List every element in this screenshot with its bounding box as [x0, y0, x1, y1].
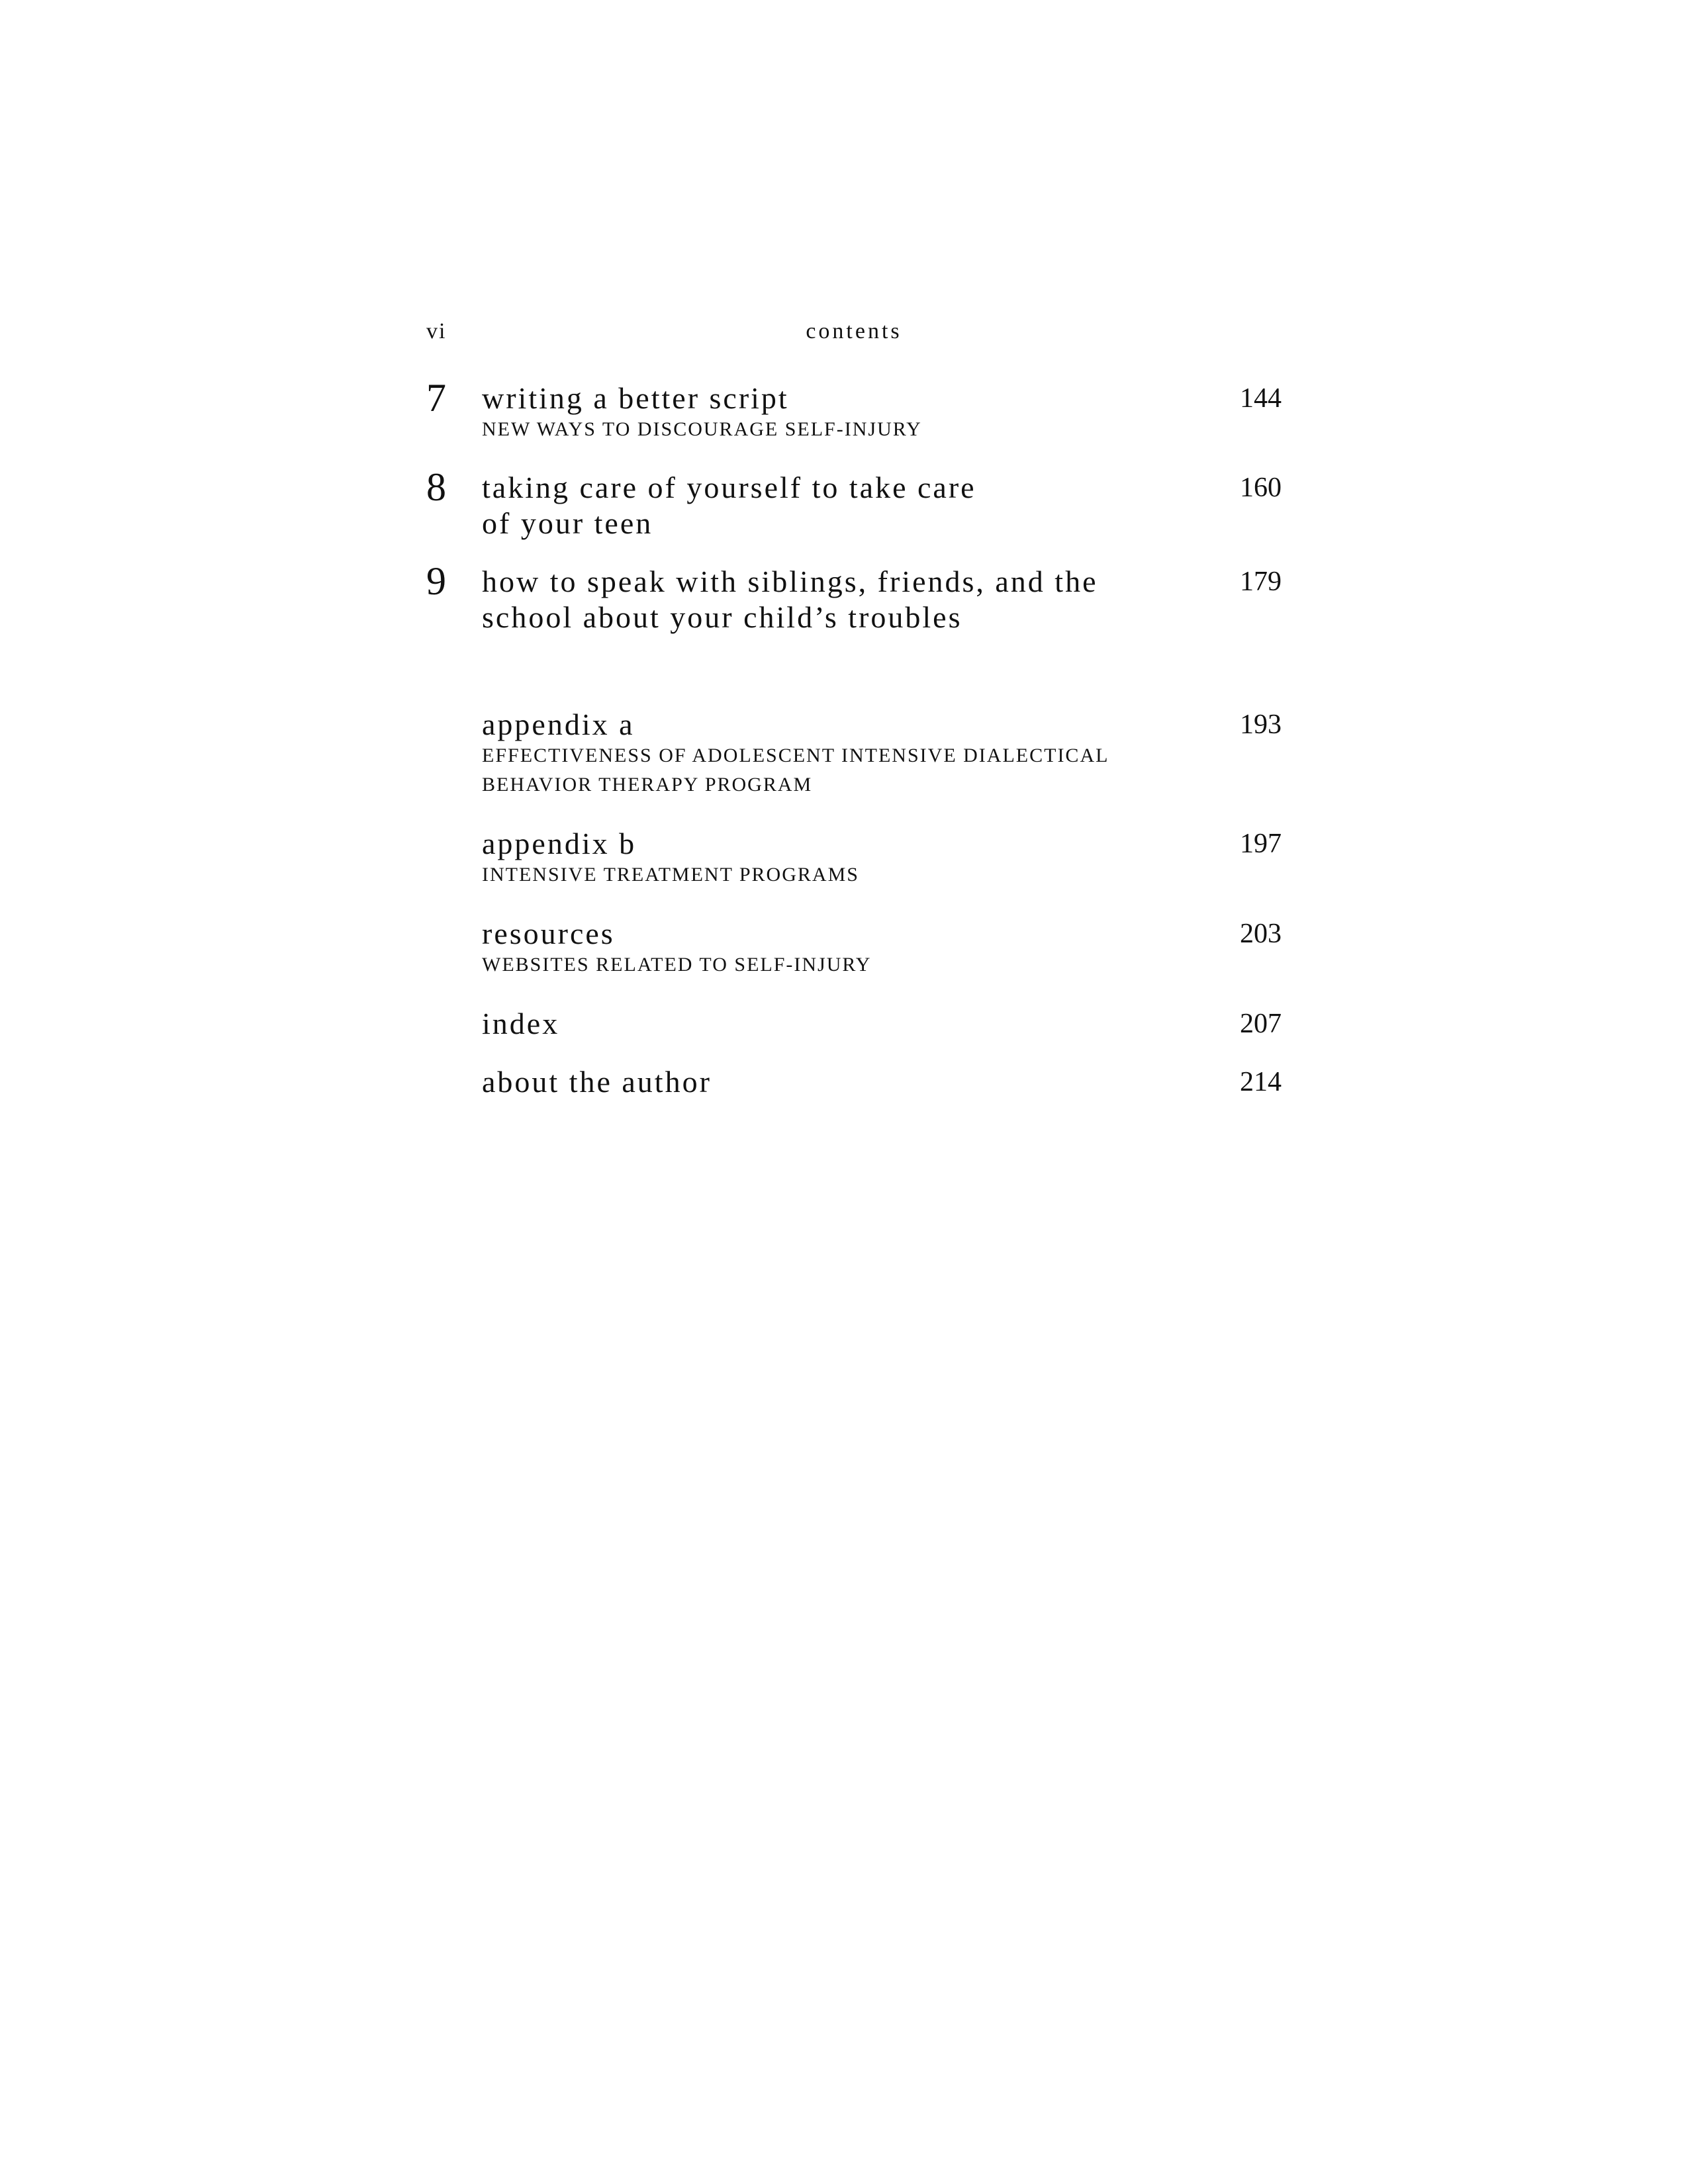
page-number: 144: [1240, 383, 1282, 414]
entry-subtitle-line-1: EFFECTIVENESS OF ADOLESCENT INTENSIVE DIALECTICAL: [482, 745, 1109, 766]
chapter-subtitle: NEW WAYS TO DISCOURAGE SELF-INJURY: [482, 418, 922, 440]
running-head: [426, 319, 1282, 345]
chapter-title: writing a better script: [482, 381, 789, 415]
page-number: 197: [1240, 829, 1282, 859]
chapter-number: 9: [426, 559, 446, 603]
entry-title: index: [482, 1007, 560, 1040]
entry-subtitle: INTENSIVE TREATMENT PROGRAMS: [482, 864, 859, 886]
page-number: 214: [1240, 1067, 1282, 1097]
running-head-title: contents: [806, 319, 902, 343]
page-folio: vi: [426, 319, 447, 343]
page-number: 179: [1240, 567, 1282, 597]
entry-title: appendix a: [482, 707, 635, 741]
chapter-title-line-1: how to speak with siblings, friends, and the: [482, 565, 1098, 598]
chapter-number: 8: [426, 465, 446, 509]
entry-title: resources: [482, 917, 615, 950]
entry-title: about the author: [482, 1065, 712, 1099]
entry-subtitle-line-2: BEHAVIOR THERAPY PROGRAM: [482, 774, 813, 796]
page-number: 203: [1240, 919, 1282, 949]
page-number: 207: [1240, 1009, 1282, 1039]
entry-subtitle: WEBSITES RELATED TO SELF-INJURY: [482, 954, 872, 976]
chapter-title-line-2: school about your child’s troubles: [482, 600, 962, 634]
entry-title: appendix b: [482, 827, 637, 860]
page-number: 193: [1240, 709, 1282, 740]
chapter-title-line-1: taking care of yourself to take care: [482, 471, 976, 504]
chapter-number: 7: [426, 376, 446, 420]
chapter-title-line-2: of your teen: [482, 506, 653, 540]
page-number: 160: [1240, 473, 1282, 503]
